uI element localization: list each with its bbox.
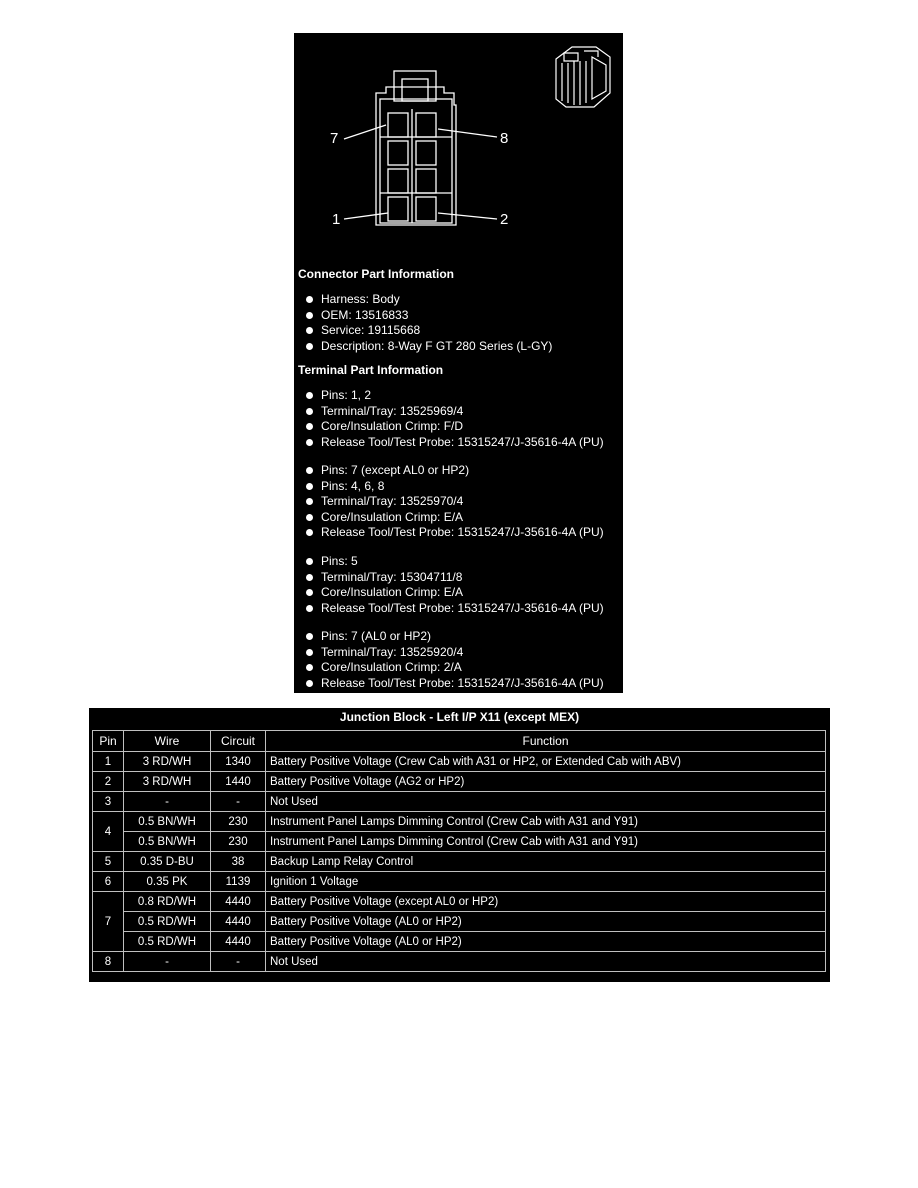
connector-3d-icon: [556, 47, 610, 107]
cell-circuit: 1340: [211, 752, 266, 772]
list-item: Core/Insulation Crimp: 2/A: [306, 660, 604, 676]
list-item: Pins: 4, 6, 8: [306, 479, 604, 495]
cell-pin: 2: [93, 772, 124, 792]
cell-circuit: -: [211, 792, 266, 812]
terminal-group-1: [306, 388, 604, 450]
connector-face-diagram: [294, 33, 623, 273]
cell-circuit: 4440: [211, 912, 266, 932]
header-pin: Pin: [93, 731, 124, 752]
list-item: Release Tool/Test Probe: 15315247/J-35616-4A (PU): [306, 435, 604, 451]
table-row: [93, 812, 826, 832]
cell-wire: 0.5 BN/WH: [124, 832, 211, 852]
cell-function: Ignition 1 Voltage: [266, 872, 826, 892]
table-row: [93, 892, 826, 912]
pin-label-1: 1: [332, 211, 341, 228]
cell-function: Battery Positive Voltage (AG2 or HP2): [266, 772, 826, 792]
table-row: [93, 772, 826, 792]
cell-function: Instrument Panel Lamps Dimming Control (Crew Cab with A31 and Y91): [266, 832, 826, 852]
list-item: Pins: 7 (except AL0 or HP2): [306, 463, 604, 479]
pin-table: [92, 730, 826, 972]
cell-wire: 3 RD/WH: [124, 772, 211, 792]
header-function: Function: [266, 731, 826, 752]
list-item: Pins: 7 (AL0 or HP2): [306, 629, 604, 645]
table-title: Junction Block - Left I/P X11 (except MEX): [339, 710, 580, 724]
cell-circuit: 4440: [211, 892, 266, 912]
pin-label-2: 2: [500, 211, 509, 228]
table-row: [93, 872, 826, 892]
list-item: Core/Insulation Crimp: E/A: [306, 510, 604, 526]
cell-circuit: 230: [211, 812, 266, 832]
cell-wire: 3 RD/WH: [124, 752, 211, 772]
cell-circuit: 230: [211, 832, 266, 852]
list-item: Pins: 1, 2: [306, 388, 604, 404]
cell-circuit: -: [211, 952, 266, 972]
table-row: [93, 752, 826, 772]
pin-label-7: 7: [330, 130, 339, 147]
cell-wire: -: [124, 952, 211, 972]
cell-pin: 7: [93, 892, 124, 952]
cell-circuit: 1440: [211, 772, 266, 792]
list-item: Description: 8-Way F GT 280 Series (L-GY): [306, 339, 552, 355]
list-item: Release Tool/Test Probe: 15315247/J-35616-4A (PU): [306, 525, 604, 541]
list-item: Release Tool/Test Probe: 15315247/J-35616-4A (PU): [306, 601, 604, 617]
cell-circuit: 1139: [211, 872, 266, 892]
list-item: Terminal/Tray: 15304711/8: [306, 570, 604, 586]
table-row: [93, 792, 826, 812]
list-item: OEM: 13516833: [306, 308, 552, 324]
pin-label-8: 8: [500, 130, 509, 147]
pin-table-panel: [89, 708, 830, 982]
header-circuit: Circuit: [211, 731, 266, 752]
cell-function: Battery Positive Voltage (AL0 or HP2): [266, 932, 826, 952]
cell-wire: 0.5 BN/WH: [124, 812, 211, 832]
cell-function: Not Used: [266, 952, 826, 972]
table-row: [93, 952, 826, 972]
cell-wire: 0.35 PK: [124, 872, 211, 892]
table-row: [93, 832, 826, 852]
cell-wire: 0.5 RD/WH: [124, 912, 211, 932]
list-item: Core/Insulation Crimp: E/A: [306, 585, 604, 601]
cell-pin: 6: [93, 872, 124, 892]
cell-function: Battery Positive Voltage (Crew Cab with A31 or HP2, or Extended Cab with ABV): [266, 752, 826, 772]
cell-circuit: 38: [211, 852, 266, 872]
cell-function: Backup Lamp Relay Control: [266, 852, 826, 872]
terminal-group-2: [306, 463, 604, 541]
cell-function: Battery Positive Voltage (except AL0 or HP2): [266, 892, 826, 912]
list-item: Pins: 5: [306, 554, 604, 570]
cell-function: Not Used: [266, 792, 826, 812]
cell-wire: 0.8 RD/WH: [124, 892, 211, 912]
cell-wire: 0.35 D-BU: [124, 852, 211, 872]
cell-pin: 5: [93, 852, 124, 872]
list-item: Harness: Body: [306, 292, 552, 308]
cell-wire: 0.5 RD/WH: [124, 932, 211, 952]
cell-pin: 4: [93, 812, 124, 852]
table-row: [93, 932, 826, 952]
terminal-group-4: [306, 629, 604, 691]
cell-pin: 1: [93, 752, 124, 772]
table-row: [93, 852, 826, 872]
connector-part-heading: Connector Part Information: [298, 267, 455, 281]
table-header-row: [93, 731, 826, 752]
header-wire: Wire: [124, 731, 211, 752]
cell-function: Battery Positive Voltage (AL0 or HP2): [266, 912, 826, 932]
list-item: Terminal/Tray: 13525969/4: [306, 404, 604, 420]
list-item: Terminal/Tray: 13525920/4: [306, 645, 604, 661]
terminal-group-3: [306, 554, 604, 616]
connector-part-list: [306, 292, 552, 354]
terminal-part-heading: Terminal Part Information: [298, 363, 444, 377]
table-row: [93, 912, 826, 932]
list-item: Service: 19115668: [306, 323, 552, 339]
cell-function: Instrument Panel Lamps Dimming Control (Crew Cab with A31 and Y91): [266, 812, 826, 832]
list-item: Core/Insulation Crimp: F/D: [306, 419, 604, 435]
cell-pin: 3: [93, 792, 124, 812]
list-item: Release Tool/Test Probe: 15315247/J-35616-4A (PU): [306, 676, 604, 692]
list-item: Terminal/Tray: 13525970/4: [306, 494, 604, 510]
cell-circuit: 4440: [211, 932, 266, 952]
cell-wire: -: [124, 792, 211, 812]
cell-pin: 8: [93, 952, 124, 972]
connector-info-panel: [294, 33, 623, 693]
